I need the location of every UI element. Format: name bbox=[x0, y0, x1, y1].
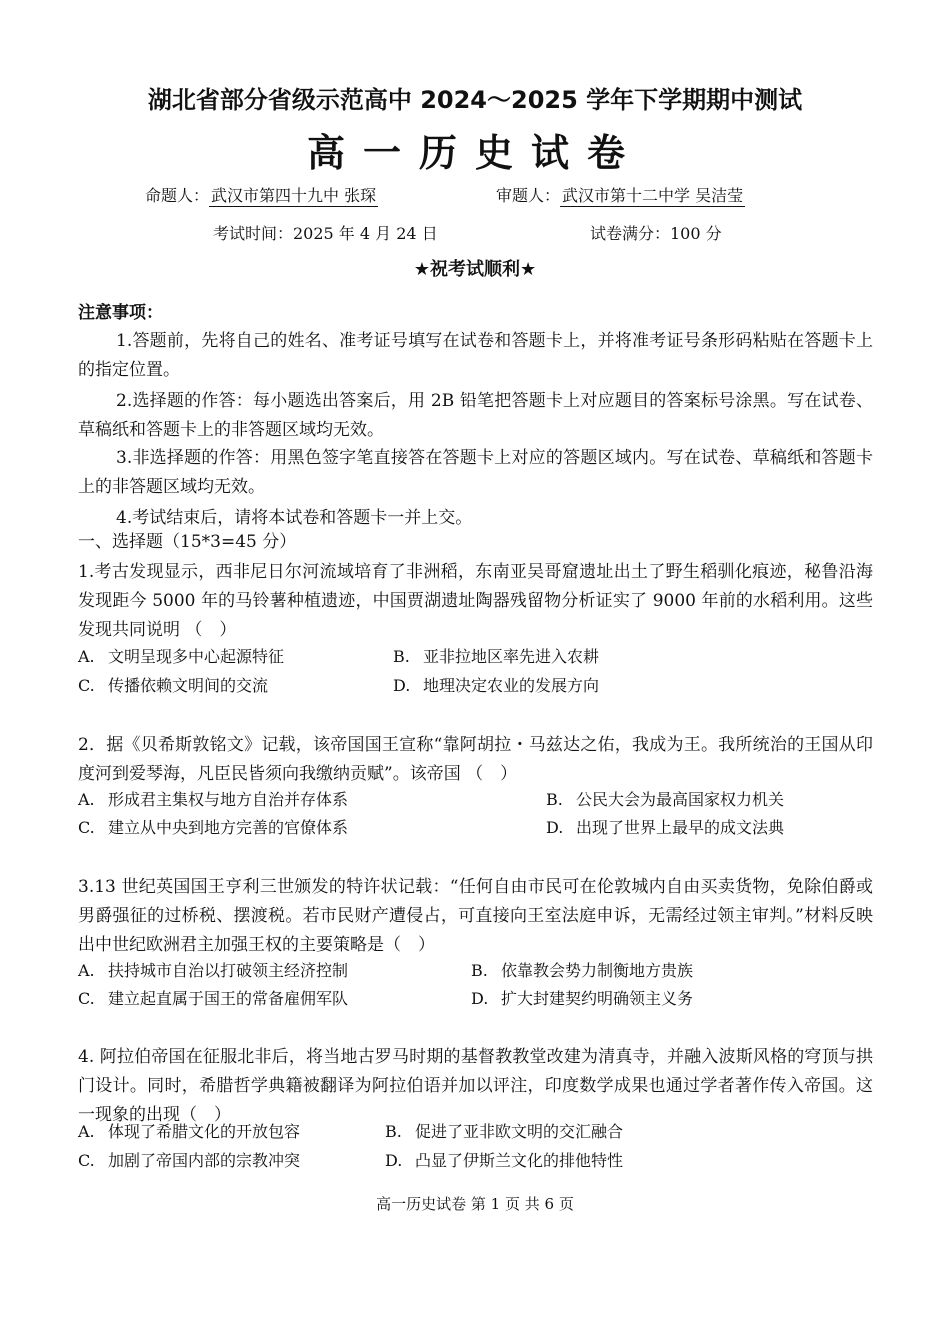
option-b bbox=[471, 959, 693, 983]
option-text: 形成君主集权与地方自治并存体系 bbox=[108, 790, 349, 809]
option-d bbox=[393, 674, 599, 698]
author-name: 武汉市第四十九中 张琛 bbox=[211, 186, 377, 205]
option-text: 文明呈现多中心起源特征 bbox=[108, 647, 285, 666]
reviewer-label: 审题人： bbox=[496, 186, 561, 205]
option-key: D. bbox=[546, 818, 564, 837]
notice-item: 1.答题前，先将自己的姓名、准考证号填写在试卷和答题卡上，并将准考证号条形码粘贴在答题卡上的指定位置。 bbox=[78, 331, 873, 380]
option-a bbox=[78, 1120, 300, 1144]
option-key: C. bbox=[78, 676, 95, 695]
option-key: D. bbox=[385, 1151, 403, 1170]
notice-item: 3.非选择题的作答：用黑色签字笔直接答在答题卡上对应的答题区域内。写在试卷、草稿纸和答题卡上的非答题区域均无效。 bbox=[78, 448, 873, 497]
question-stem: 2．据《贝希斯敦铭文》记载，该帝国国王宣称“靠阿胡拉・马兹达之佑，我成为王。我所统治的王国从印度河到爱琴海，凡臣民皆须向我缴纳贡赋”。该帝国 （ ） bbox=[78, 735, 873, 784]
question-stem: 1.考古发现显示，西非尼日尔河流域培育了非洲稻，东南亚吴哥窟遗址出土了野生稻驯化痕迹，秘鲁沿海发现距今 5000 年的马铃薯种植遗迹，中国贾湖遗址陶器残留物分析证实了 9000 年前的水稻利用。这些发现共同说明 （ ） bbox=[78, 562, 873, 640]
option-text: 凸显了伊斯兰文化的排他特性 bbox=[415, 1151, 624, 1170]
reviewer-line bbox=[496, 184, 745, 208]
blessing: ★祝考试顺利★ bbox=[413, 259, 537, 280]
exam-title: 高一历史试卷 bbox=[306, 131, 643, 175]
school-header: 湖北省部分省级示范高中 2024～2025 学年下学期期中测试 bbox=[147, 86, 803, 114]
option-key: C. bbox=[78, 1151, 95, 1170]
option-c bbox=[78, 674, 268, 698]
option-key: D. bbox=[393, 676, 411, 695]
exam-time: 考试时间：2025 年 4 月 24 日 bbox=[213, 224, 438, 243]
page-footer: 高一历史试卷 第 1 页 共 6 页 bbox=[376, 1195, 574, 1213]
option-text: 扶持城市自治以打破领主经济控制 bbox=[108, 961, 349, 980]
option-a bbox=[78, 959, 348, 983]
section-title: 一、选择题（15*3=45 分） bbox=[78, 532, 297, 552]
notice-item: 2.选择题的作答：每小题选出答案后，用 2B 铅笔把答题卡上对应题目的答案标号涂黑。写在试卷、草稿纸和答题卡上的非答题区域均无效。 bbox=[78, 391, 873, 440]
option-text: 公民大会为最高国家权力机关 bbox=[576, 790, 785, 809]
option-text: 依靠教会势力制衡地方贵族 bbox=[501, 961, 694, 980]
option-text: 建立起直属于国王的常备雇佣军队 bbox=[108, 989, 349, 1008]
option-text: 促进了亚非欧文明的交汇融合 bbox=[415, 1122, 624, 1141]
reviewer-name: 武汉市第十二中学 吴洁莹 bbox=[562, 186, 744, 205]
option-c bbox=[78, 1149, 300, 1173]
option-text: 出现了世界上最早的成文法典 bbox=[576, 818, 785, 837]
option-key: A. bbox=[78, 961, 95, 980]
option-text: 地理决定农业的发展方向 bbox=[423, 676, 600, 695]
option-b bbox=[393, 645, 599, 669]
option-c bbox=[78, 987, 348, 1011]
option-d bbox=[471, 987, 693, 1011]
option-key: C. bbox=[78, 989, 95, 1008]
author-label: 命题人： bbox=[145, 186, 210, 205]
option-d bbox=[385, 1149, 623, 1173]
notice-heading: 注意事项： bbox=[78, 303, 163, 323]
option-text: 加剧了帝国内部的宗教冲突 bbox=[108, 1151, 301, 1170]
author-line bbox=[145, 184, 378, 208]
option-key: A. bbox=[78, 647, 95, 666]
option-text: 体现了希腊文化的开放包容 bbox=[108, 1122, 301, 1141]
option-text: 扩大封建契约明确领主义务 bbox=[501, 989, 694, 1008]
option-key: B. bbox=[471, 961, 488, 980]
question-stem: 3.13 世纪英国国王亨利三世颁发的特许状记载：“任何自由市民可在伦敦城内自由买卖货物，免除伯爵或男爵强征的过桥税、摆渡税。若市民财产遭侵占，可直接向王室法庭申诉，无需经过领主审判。”材料反映出中世纪欧洲君主加强王权的主要策略是（ ） bbox=[78, 877, 873, 955]
option-c bbox=[78, 816, 348, 840]
option-key: A. bbox=[78, 790, 95, 809]
option-b bbox=[385, 1120, 623, 1144]
option-key: B. bbox=[546, 790, 563, 809]
option-key: B. bbox=[393, 647, 410, 666]
option-d bbox=[546, 816, 784, 840]
option-text: 亚非拉地区率先进入农耕 bbox=[423, 647, 600, 666]
option-key: B. bbox=[385, 1122, 402, 1141]
full-score: 试卷满分：100 分 bbox=[590, 224, 722, 243]
option-key: C. bbox=[78, 818, 95, 837]
option-key: A. bbox=[78, 1122, 95, 1141]
option-text: 传播依赖文明间的交流 bbox=[108, 676, 269, 695]
option-key: D. bbox=[471, 989, 489, 1008]
option-a bbox=[78, 645, 284, 669]
option-text: 建立从中央到地方完善的官僚体系 bbox=[108, 818, 349, 837]
question-stem: 4. 阿拉伯帝国在征服北非后，将当地古罗马时期的基督教教堂改建为清真寺，并融入波斯风格的穹顶与拱门设计。同时，希腊哲学典籍被翻译为阿拉伯语并加以评注，印度数学成果也通过学者著作传入帝国。这一现象的出现（ ） bbox=[78, 1047, 873, 1125]
notice-item: 4.考试结束后，请将本试卷和答题卡一并上交。 bbox=[116, 508, 473, 528]
option-a bbox=[78, 788, 348, 812]
option-b bbox=[546, 788, 784, 812]
